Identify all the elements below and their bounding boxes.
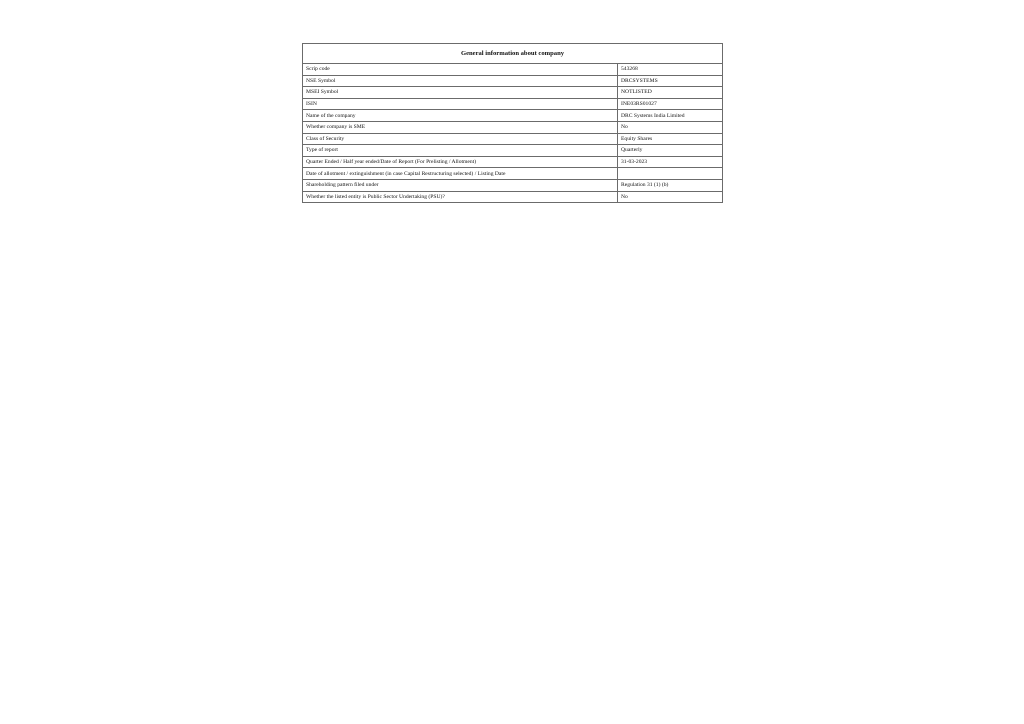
row-value: DRCSYSTEMS [618,75,723,87]
table-row [303,64,723,76]
row-label: MSEI Symbol [303,87,618,99]
table-row [303,156,723,168]
row-value: DRC Systems India Limited [618,110,723,122]
table-row [303,98,723,110]
row-value: 31-03-2023 [618,156,723,168]
row-label: Scrip code [303,64,618,76]
row-value: No [618,191,723,203]
row-label: Whether the listed entity is Public Sector Undertaking (PSU)? [303,191,618,203]
row-label: Whether company is SME [303,121,618,133]
table-row [303,191,723,203]
row-label: Type of report [303,145,618,157]
row-value: No [618,121,723,133]
row-label: Class of Security [303,133,618,145]
row-value: Regulation 31 (1) (b) [618,179,723,191]
table-title-row [303,44,723,64]
table-row [303,168,723,180]
row-label: Shareholding pattern filed under [303,179,618,191]
row-value: Equity Shares [618,133,723,145]
row-value: NOTLISTED [618,87,723,99]
row-value: 543268 [618,64,723,76]
row-label: ISIN [303,98,618,110]
row-label: Date of allotment / extinguishment (in case Capital Restructuring selected) / Listing Date [303,168,618,180]
row-value: INE03RS01027 [618,98,723,110]
table-row [303,75,723,87]
table-row [303,133,723,145]
table-title: General information about company [303,44,723,64]
table-row [303,179,723,191]
row-label: Name of the company [303,110,618,122]
row-value [618,168,723,180]
row-label: Quarter Ended / Half year ended/Date of Report (For Prelisting / Allotment) [303,156,618,168]
row-label: NSE Symbol [303,75,618,87]
table-row [303,87,723,99]
table-row [303,121,723,133]
table-row [303,145,723,157]
row-value: Quarterly [618,145,723,157]
table-row [303,110,723,122]
general-information-table [302,43,723,203]
